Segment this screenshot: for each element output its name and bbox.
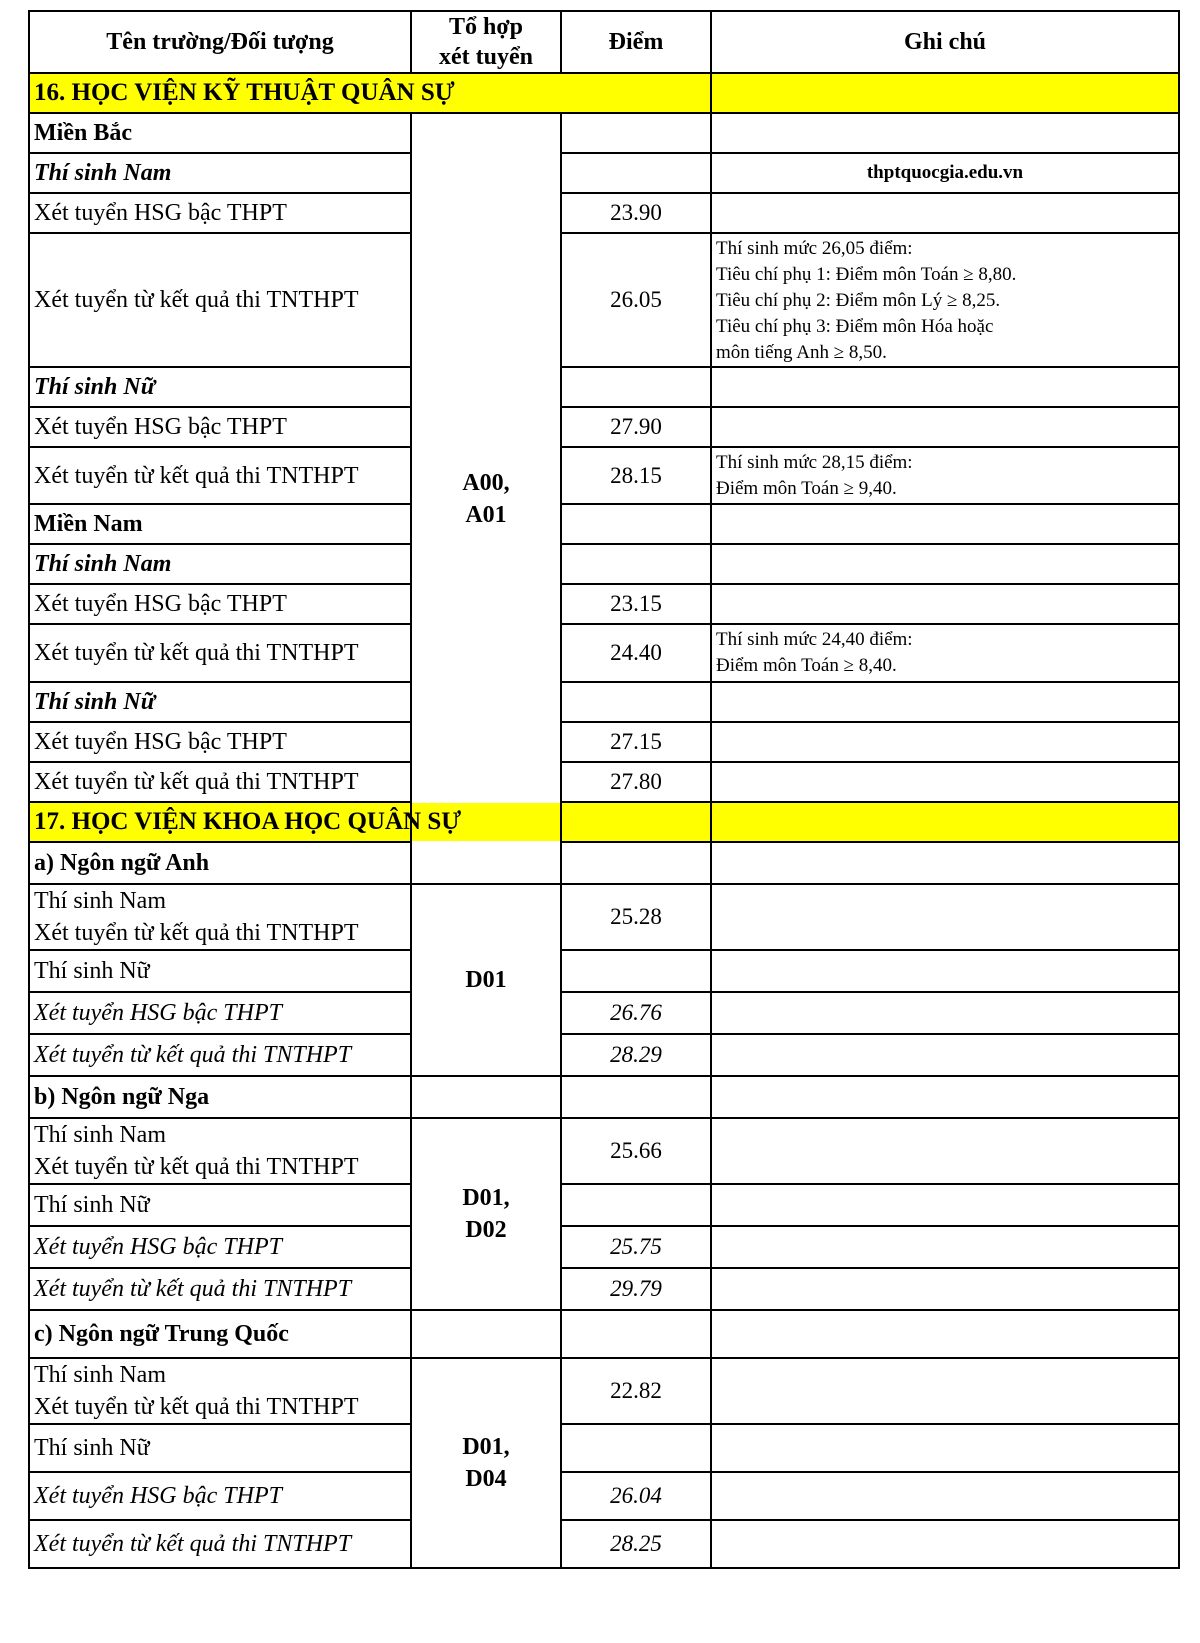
- method-label: Xét tuyển từ kết quả thi TNTHPT: [34, 920, 359, 946]
- group-label: Thí sinh Nam: [34, 888, 166, 914]
- method-label: Xét tuyển từ kết quả thi TNTHPT: [29, 624, 411, 682]
- group-label: Thí sinh Nữ: [29, 1424, 411, 1472]
- note-cell: [711, 113, 1179, 153]
- table-row: [29, 1310, 1179, 1358]
- note-line: Thí sinh mức 28,15 điểm:: [716, 452, 913, 473]
- combo-cell: [411, 1358, 561, 1568]
- score-cell: 27.15: [561, 722, 711, 762]
- table-row: [29, 1226, 1179, 1268]
- method-label: Xét tuyển từ kết quả thi TNTHPT: [29, 233, 411, 367]
- table-row: [29, 367, 1179, 407]
- table-row: [29, 762, 1179, 802]
- score-cell: 24.40: [561, 624, 711, 682]
- section-title: 16. HỌC VIỆN KỸ THUẬT QUÂN SỰ: [29, 73, 711, 113]
- combo-cell: [411, 884, 561, 1076]
- note-line: Điểm môn Toán ≥ 9,40.: [716, 478, 897, 499]
- score-cell: [561, 367, 711, 407]
- combo-line: D02: [465, 1217, 507, 1243]
- score-cell: [561, 1076, 711, 1118]
- combo-line: A01: [465, 501, 507, 528]
- score-cell: 27.80: [561, 762, 711, 802]
- note-cell: [711, 504, 1179, 544]
- major-label: c) Ngôn ngữ Trung Quốc: [29, 1310, 411, 1358]
- table-row: [29, 884, 1179, 950]
- score-cell: 27.90: [561, 407, 711, 447]
- table-header: [29, 11, 1179, 73]
- note-cell: [711, 762, 1179, 802]
- score-cell: 26.05: [561, 233, 711, 367]
- combo-cell: [561, 842, 711, 884]
- score-cell: [561, 1424, 711, 1472]
- col-header-combo-line1: Tổ hợp: [449, 14, 523, 40]
- note-cell: [711, 1424, 1179, 1472]
- note-cell: [711, 884, 1179, 950]
- method-label: Xét tuyển HSG bậc THPT: [29, 722, 411, 762]
- score-cell: [561, 504, 711, 544]
- major-label: b) Ngôn ngữ Nga: [29, 1076, 411, 1118]
- score-cell: 25.66: [561, 1118, 711, 1184]
- score-cell: 23.15: [561, 584, 711, 624]
- table-row: [29, 722, 1179, 762]
- note-cell: [711, 1076, 1179, 1118]
- table-row: [29, 1076, 1179, 1118]
- table-row: [29, 842, 1179, 884]
- table-row: [29, 584, 1179, 624]
- method-label: Xét tuyển HSG bậc THPT: [29, 1226, 411, 1268]
- method-label: Xét tuyển từ kết quả thi TNTHPT: [29, 1268, 411, 1310]
- score-cell: [561, 153, 711, 193]
- note-cell: [711, 1520, 1179, 1568]
- group-method-label: [29, 1358, 411, 1424]
- note-line: môn tiếng Anh ≥ 8,50.: [716, 342, 887, 363]
- score-cell: [561, 113, 711, 153]
- note-cell: [711, 722, 1179, 762]
- note-line: Thí sinh mức 26,05 điểm:: [716, 238, 913, 259]
- table-row: [29, 682, 1179, 722]
- col-header-combo-line2: xét tuyển: [439, 44, 533, 70]
- score-cell: 28.25: [561, 1520, 711, 1568]
- section-note-cell: [711, 73, 1179, 113]
- score-cell: [561, 682, 711, 722]
- method-label: Xét tuyển HSG bậc THPT: [29, 407, 411, 447]
- table-row: [29, 1184, 1179, 1226]
- table-row: [29, 407, 1179, 447]
- group-label: Thí sinh Nữ: [29, 950, 411, 992]
- combo-cell: [411, 1310, 561, 1358]
- note-line: Thí sinh mức 24,40 điểm:: [716, 629, 913, 650]
- note-cell: [711, 950, 1179, 992]
- note-cell: [711, 992, 1179, 1034]
- note-cell: [711, 367, 1179, 407]
- score-cell: 22.82: [561, 1358, 711, 1424]
- score-cell: [561, 1184, 711, 1226]
- method-label: Xét tuyển từ kết quả thi TNTHPT: [29, 1520, 411, 1568]
- col-header-combo: [411, 11, 561, 73]
- table-row: [29, 1472, 1179, 1520]
- note-cell: [711, 447, 1179, 504]
- group-method-label: [29, 884, 411, 950]
- combo-cell: [411, 1076, 561, 1118]
- section-header-17: [29, 802, 1179, 842]
- note-cell: [711, 193, 1179, 233]
- table-row: [29, 1118, 1179, 1184]
- score-cell: 26.76: [561, 992, 711, 1034]
- group-label: Thí sinh Nữ: [29, 367, 411, 407]
- combo-cell: [411, 113, 561, 884]
- note-cell: [711, 624, 1179, 682]
- col-header-score: Điểm: [561, 11, 711, 73]
- combo-line: A00,: [462, 469, 510, 496]
- group-label: Thí sinh Nam: [34, 1122, 166, 1148]
- table-row: [29, 950, 1179, 992]
- score-cell: [561, 1310, 711, 1358]
- combo-line: D04: [465, 1466, 507, 1492]
- major-label: a) Ngôn ngữ Anh: [29, 842, 411, 884]
- table-row: [29, 1424, 1179, 1472]
- note-cell: [711, 1268, 1179, 1310]
- score-cell: 29.79: [561, 1268, 711, 1310]
- table-row: [29, 447, 1179, 504]
- note-cell: [711, 1118, 1179, 1184]
- section-title: 17. HỌC VIỆN KHOA HỌC QUÂN SỰ: [29, 802, 711, 842]
- group-label: Thí sinh Nam: [29, 153, 411, 193]
- table-row: [29, 1034, 1179, 1076]
- score-cell: 28.29: [561, 1034, 711, 1076]
- table-row: [29, 504, 1179, 544]
- table-row: [29, 992, 1179, 1034]
- method-label: Xét tuyển từ kết quả thi TNTHPT: [34, 1154, 359, 1180]
- note-cell: [711, 407, 1179, 447]
- note-cell: [711, 1358, 1179, 1424]
- method-label: Xét tuyển từ kết quả thi TNTHPT: [29, 447, 411, 504]
- score-cell: 25.28: [561, 884, 711, 950]
- source-site-text: thptquocgia.edu.vn: [711, 153, 1179, 193]
- group-method-label: [29, 1118, 411, 1184]
- note-cell: [711, 682, 1179, 722]
- score-cell: [561, 544, 711, 584]
- col-header-name: Tên trường/Đối tượng: [29, 11, 411, 73]
- score-cell: 23.90: [561, 193, 711, 233]
- combo-line: D01,: [462, 1434, 510, 1460]
- score-cell: [561, 950, 711, 992]
- combo-line: D01,: [462, 1185, 510, 1211]
- note-line: Điểm môn Toán ≥ 8,40.: [716, 655, 897, 676]
- method-label: Xét tuyển từ kết quả thi TNTHPT: [29, 762, 411, 802]
- note-line: Tiêu chí phụ 1: Điểm môn Toán ≥ 8,80.: [716, 264, 1017, 285]
- combo-cell: [411, 1118, 561, 1310]
- region-label: Miền Nam: [29, 504, 411, 544]
- group-label: Thí sinh Nữ: [29, 682, 411, 722]
- table-row: [29, 113, 1179, 153]
- group-label: Thí sinh Nam: [29, 544, 411, 584]
- method-label: Xét tuyển HSG bậc THPT: [29, 193, 411, 233]
- table-row: [29, 1358, 1179, 1424]
- score-cell: 25.75: [561, 1226, 711, 1268]
- note-line: Tiêu chí phụ 3: Điểm môn Hóa hoặc: [716, 316, 994, 337]
- table-row: [29, 233, 1179, 367]
- note-cell: [711, 1226, 1179, 1268]
- method-label: Xét tuyển từ kết quả thi TNTHPT: [34, 1394, 359, 1420]
- note-line: Tiêu chí phụ 2: Điểm môn Lý ≥ 8,25.: [716, 290, 1001, 311]
- col-header-note: Ghi chú: [711, 11, 1179, 73]
- combo-line: D01: [465, 967, 507, 993]
- method-label: Xét tuyển từ kết quả thi TNTHPT: [29, 1034, 411, 1076]
- note-cell: [711, 584, 1179, 624]
- method-label: Xét tuyển HSG bậc THPT: [29, 584, 411, 624]
- note-cell: [711, 1034, 1179, 1076]
- note-cell: [711, 1472, 1179, 1520]
- table-row: [29, 544, 1179, 584]
- note-cell: [711, 233, 1179, 367]
- table-row: [29, 1268, 1179, 1310]
- section-note-cell: [711, 802, 1179, 842]
- admission-score-table: [28, 10, 1180, 1569]
- score-cell: 28.15: [561, 447, 711, 504]
- table-row: [29, 1520, 1179, 1568]
- note-cell: [711, 544, 1179, 584]
- region-label: Miền Bắc: [29, 113, 411, 153]
- group-label: Thí sinh Nam: [34, 1362, 166, 1388]
- note-cell: [711, 1310, 1179, 1358]
- method-label: Xét tuyển HSG bậc THPT: [29, 992, 411, 1034]
- note-cell: [711, 1184, 1179, 1226]
- table-row: [29, 624, 1179, 682]
- section-header-16: [29, 73, 1179, 113]
- table-row: [29, 193, 1179, 233]
- group-label: Thí sinh Nữ: [29, 1184, 411, 1226]
- score-cell: [711, 842, 1179, 884]
- method-label: Xét tuyển HSG bậc THPT: [29, 1472, 411, 1520]
- table-row: [29, 153, 1179, 193]
- score-cell: 26.04: [561, 1472, 711, 1520]
